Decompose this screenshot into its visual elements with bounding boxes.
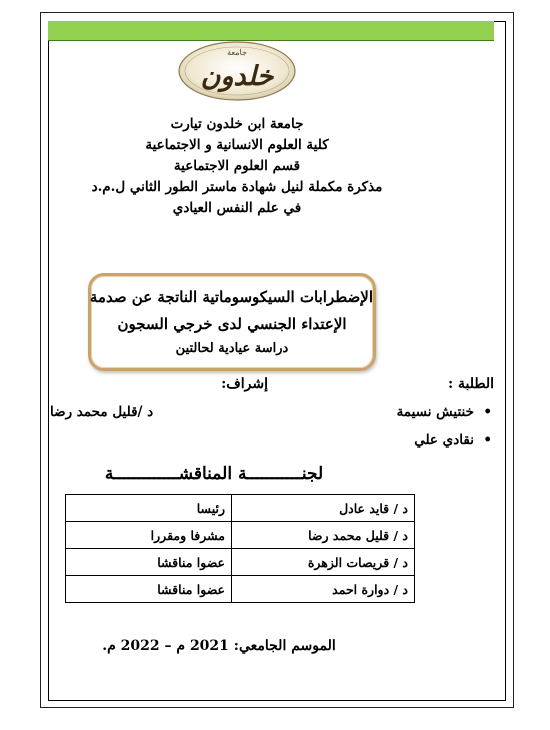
member-role: عضوا مناقشا — [66, 549, 232, 576]
member-role: رئيسا — [66, 495, 232, 522]
header-block — [60, 114, 414, 219]
committee-table — [65, 494, 415, 603]
member-name: د / قريصات الزهرة — [232, 549, 415, 576]
university-logo — [177, 40, 297, 102]
logo-arc-text: جامعة — [227, 48, 247, 57]
member-role: عضوا مناقشا — [66, 576, 232, 603]
title-line-3: دراسة عيادية لحالتين — [175, 341, 289, 356]
student-item — [414, 432, 492, 448]
student-item — [397, 404, 492, 420]
title-line-2: الإعتداء الجنسي لدى خرجي السجون — [117, 315, 347, 333]
thesis-title-box — [88, 273, 376, 371]
student-name: نقادي علي — [414, 432, 474, 448]
member-role: مشرفا ومقررا — [66, 522, 232, 549]
committee-title: لجنـــــــــــة المناقشـــــــــــــة — [104, 464, 324, 484]
student-name: خنتيش نسيمة — [396, 404, 474, 420]
member-name: د / قايد عادل — [232, 495, 415, 522]
top-green-bar — [48, 21, 494, 41]
table-row — [66, 495, 415, 522]
table-row — [66, 576, 415, 603]
bullet: • — [473, 404, 492, 420]
faculty-name: كلية العلوم الانسانية و الاجتماعية — [145, 137, 329, 153]
title-line-1: الإضطرابات السيكوسوماتية الناتجة عن صدمة — [89, 288, 373, 306]
specialty: في علم النفس العيادي — [172, 200, 302, 216]
supervisor-name: د /قليل محمد رضا — [50, 404, 154, 420]
member-name: د / دوارة احمد — [232, 576, 415, 603]
students-label: الطلبة : — [447, 376, 494, 392]
bullet: • — [473, 432, 492, 448]
member-name: د / قليل محمد رضا — [232, 522, 415, 549]
university-name: جامعة ابن خلدون تيارت — [170, 116, 304, 132]
logo-text: خلدون — [200, 61, 274, 92]
supervision-label: إشراف: — [221, 376, 268, 392]
table-row — [66, 522, 415, 549]
memo-description: مذكرة مكملة لنيل شهادة ماستر الطور الثاني ل.م.د — [91, 179, 383, 195]
department-name: قسم العلوم الاجتماعية — [173, 158, 301, 174]
table-row — [66, 549, 415, 576]
academic-season: الموسم الجامعي: 2021 م – 2022 م. — [102, 638, 336, 654]
